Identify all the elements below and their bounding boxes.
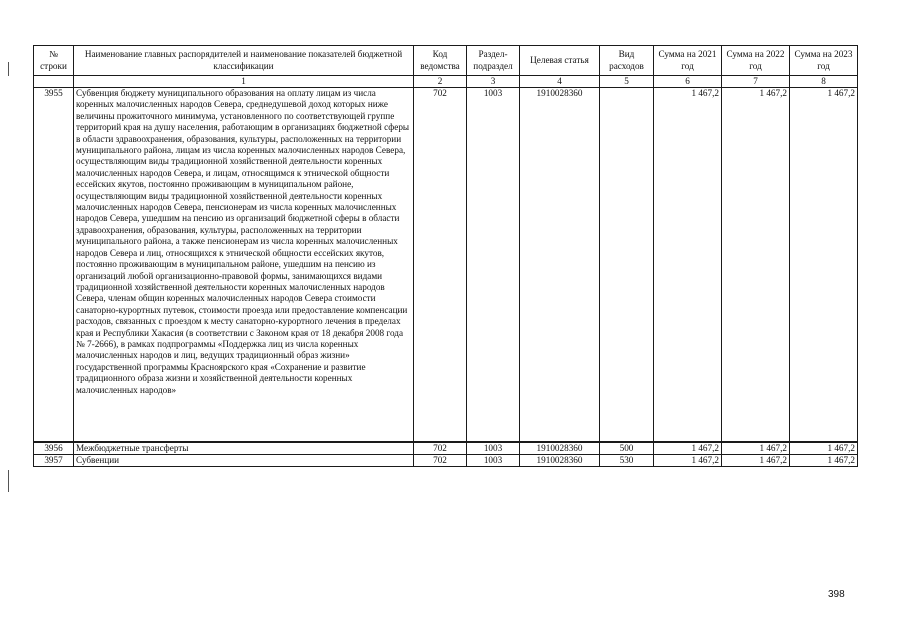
column-number-row (34, 76, 858, 88)
row-section: 1003 (467, 442, 520, 455)
row-name: Субвенции (74, 455, 414, 467)
table-row (34, 442, 858, 455)
column-number: 5 (600, 76, 654, 88)
table-row (34, 455, 858, 467)
row-sum-2023: 1 467,2 (790, 442, 858, 455)
row-sum-2023: 1 467,2 (790, 88, 858, 443)
column-number: 6 (654, 76, 722, 88)
row-expense-type: 530 (600, 455, 654, 467)
header-expense-type: Вид расходов (600, 46, 654, 76)
budget-table (33, 45, 858, 467)
column-number: 3 (467, 76, 520, 88)
row-sum-2021: 1 467,2 (654, 88, 722, 443)
header-dept-code: Код ведомства (414, 46, 467, 76)
scan-margin-mark (8, 62, 9, 76)
table-header-row (34, 46, 858, 76)
row-name: Субвенция бюджету муниципального образования на оплату лицам из числа коренных малочисленных народов Севера, среднедушевой доход которых ниже величины прожиточного минимума, установленного по соответствующей группе территорий края на душу населения, работающим в организациях бюджетной сферы в области здравоохранения, образования, культуры, расположенных на территории муниципального района, лицам из числа коренных малочисленных народов Севера, осуществляющим виды традиционной хозяйственной деятельности коренных малочисленных народов Севера, и лицам, относящимся к этнической общности ессейских якутов, постоянно проживающим в муниципальном районе, осуществляющим виды традиционной хозяйственной деятельности коренных малочисленных народов Севера, пенсионерам из числа коренных малочисленных народов Севера, ушедшим на пенсию из организаций бюджетной сферы в области здравоохранения, образования, культуры, расположенных на территории муниципального района, а также пенсионерам из числа коренных малочисленных народов Севера и лиц, относящихся к этнической общности ессейских якутов, постоянно проживающим в муниципальном районе, ушедшим на пенсию из организаций любой организационно-правовой формы, занимающихся видами традиционной хозяйственной деятельности коренных малочисленных народов Севера, членам общин коренных малочисленных народов Севера стоимости санаторно-курортных путевок, стоимости проезда или предоставление компенсации расходов, связанных с проездом к месту санаторно-курортного лечения в пределах края и Республики Хакасия (в соответствии с Законом края от 18 декабря 2008 года № 7-2666), в рамках подпрограммы «Поддержка лиц из числа коренных малочисленных народов и лиц, ведущих традиционный образ жизни» государственной программы Красноярского края «Сохранение и развитие традиционного образа жизни и хозяйственной деятельности коренных малочисленных народов» (74, 88, 414, 443)
column-number: 8 (790, 76, 858, 88)
row-section: 1003 (467, 88, 520, 443)
row-sum-2022: 1 467,2 (722, 442, 790, 455)
row-sum-2021: 1 467,2 (654, 442, 722, 455)
row-dept-code: 702 (414, 88, 467, 443)
row-sum-2021: 1 467,2 (654, 455, 722, 467)
header-row-no: № строки (34, 46, 74, 76)
row-target: 1910028360 (520, 442, 600, 455)
column-number: 4 (520, 76, 600, 88)
row-name: Межбюджетные трансферты (74, 442, 414, 455)
table-row (34, 88, 858, 443)
page-number: 398 (828, 589, 845, 600)
header-name: Наименование главных распорядителей и наименование показателей бюджетной классификации (74, 46, 414, 76)
row-number: 3955 (34, 88, 74, 443)
header-sum-2021: Сумма на 2021 год (654, 46, 722, 76)
row-expense-type (600, 88, 654, 443)
column-number: 7 (722, 76, 790, 88)
row-sum-2022: 1 467,2 (722, 455, 790, 467)
row-target: 1910028360 (520, 88, 600, 443)
row-target: 1910028360 (520, 455, 600, 467)
header-sum-2023: Сумма на 2023 год (790, 46, 858, 76)
scan-margin-mark (8, 470, 9, 492)
column-number (34, 76, 74, 88)
column-number: 1 (74, 76, 414, 88)
header-section: Раздел-подраздел (467, 46, 520, 76)
row-dept-code: 702 (414, 455, 467, 467)
row-number: 3956 (34, 442, 74, 455)
row-expense-type: 500 (600, 442, 654, 455)
header-sum-2022: Сумма на 2022 год (722, 46, 790, 76)
row-number: 3957 (34, 455, 74, 467)
row-section: 1003 (467, 455, 520, 467)
header-target: Целевая статья (520, 46, 600, 76)
row-dept-code: 702 (414, 442, 467, 455)
row-sum-2023: 1 467,2 (790, 455, 858, 467)
column-number: 2 (414, 76, 467, 88)
row-sum-2022: 1 467,2 (722, 88, 790, 443)
